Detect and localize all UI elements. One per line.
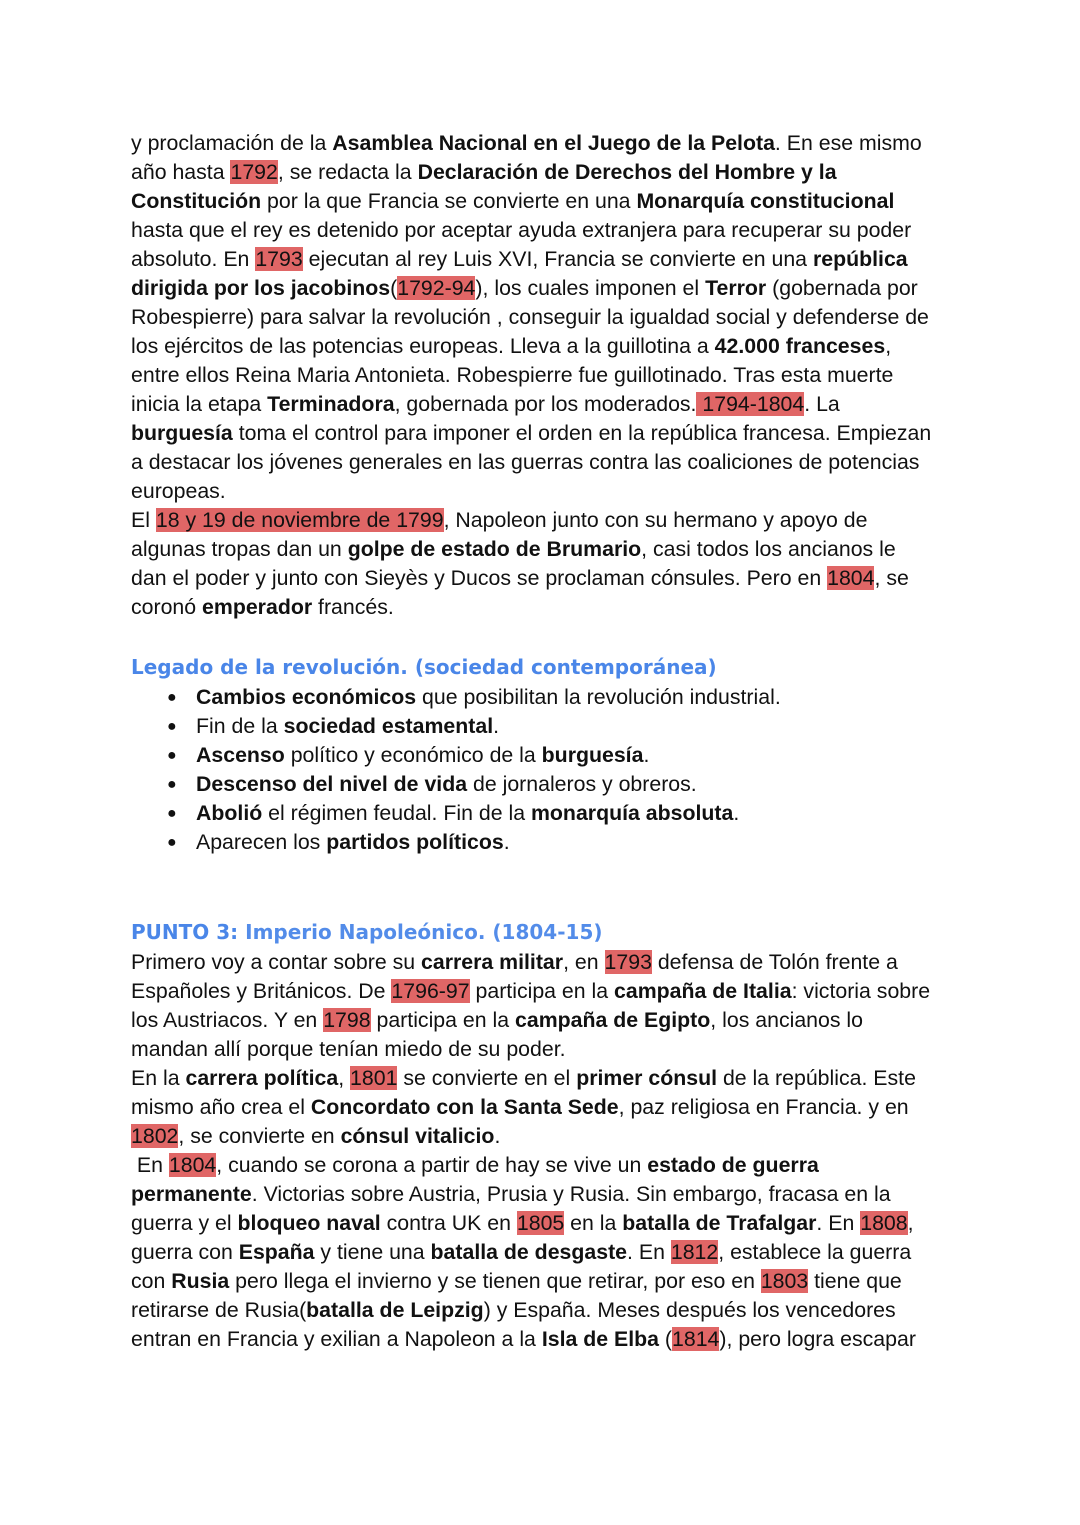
text-run: francés. <box>312 595 394 619</box>
text-run: absoluto. En <box>131 247 256 271</box>
text-run: . <box>494 1124 501 1148</box>
text-run: guerra con <box>131 1240 239 1264</box>
list-item <box>131 741 961 770</box>
text-run: algunas tropas dan un <box>131 537 348 561</box>
text-line <box>131 1267 961 1296</box>
text-run: se convierte en el <box>397 1066 577 1090</box>
paragraph-napoleon <box>131 948 961 1354</box>
text-run: , paz religiosa en Francia. y en <box>618 1095 909 1119</box>
text-run: , <box>907 1211 914 1235</box>
text-run: ), los cuales imponen el <box>475 276 706 300</box>
text-run: y proclamación de la <box>131 131 333 155</box>
bold-text: Declaración de Derechos del Hombre y la <box>417 160 837 184</box>
bold-text: Rusia <box>171 1269 230 1293</box>
text-run: (gobernada por <box>766 276 918 300</box>
highlighted-date: 1802 <box>131 1124 179 1148</box>
bold-text: Abolió <box>196 801 263 825</box>
text-run: . En <box>816 1211 861 1235</box>
text-run: tiene que <box>808 1269 902 1293</box>
bold-text: burguesía <box>541 743 644 767</box>
bold-text: primer cónsul <box>576 1066 718 1090</box>
text-line <box>131 129 961 158</box>
text-run: Españoles y Británicos. De <box>131 979 392 1003</box>
bold-text: golpe de estado de Brumario <box>347 537 642 561</box>
text-line <box>131 1209 961 1238</box>
text-run: , se <box>874 566 909 590</box>
text-run: los ejércitos de las potencias europeas. Lleva a la guillotina a <box>131 334 715 358</box>
text-run: de jornaleros y obreros. <box>467 772 697 796</box>
text-line <box>131 390 961 419</box>
text-line <box>131 1325 961 1354</box>
text-run: El <box>131 508 156 532</box>
text-line <box>131 948 961 977</box>
text-line <box>131 535 961 564</box>
text-run: toma el control para imponer el orden en la república francesa. Empiezan <box>232 421 932 445</box>
bold-text: Cambios económicos <box>196 685 417 709</box>
text-line <box>131 593 961 622</box>
text-line <box>131 506 961 535</box>
text-run: que posibilitan la revolución industrial. <box>416 685 781 709</box>
text-line <box>131 1296 961 1325</box>
text-run: mismo año crea el <box>131 1095 311 1119</box>
bold-text: monarquía absoluta <box>530 801 734 825</box>
highlighted-date: 18 y 19 de noviembre de 1799 <box>155 508 444 532</box>
bold-text: estado de guerra <box>647 1153 819 1177</box>
text-line <box>131 1238 961 1267</box>
list-item <box>131 683 961 712</box>
bullet-icon: ● <box>167 718 177 735</box>
highlighted-date: 1808 <box>860 1211 908 1235</box>
text-run: : victoria sobre <box>791 979 931 1003</box>
text-run: el régimen feudal. Fin de la <box>262 801 531 825</box>
text-run: Primero voy a contar sobre su <box>131 950 421 974</box>
text-run: , los ancianos lo <box>710 1008 863 1032</box>
list-item <box>131 770 961 799</box>
bold-text: España <box>238 1240 315 1264</box>
text-run: europeas. <box>131 479 226 503</box>
highlighted-date: 1804 <box>827 566 875 590</box>
text-line <box>131 1093 961 1122</box>
text-line <box>131 303 961 332</box>
text-run: , Napoleon junto con su hermano y apoyo de <box>443 508 868 532</box>
text-line <box>131 245 961 274</box>
bullet-icon: ● <box>167 689 177 706</box>
text-run: , en <box>563 950 605 974</box>
bold-text: 42.000 franceses <box>714 334 886 358</box>
bold-text: Monarquía constitucional <box>636 189 895 213</box>
text-run: . En ese mismo <box>774 131 922 155</box>
text-run: En la <box>131 1066 186 1090</box>
text-run: , se redacta la <box>277 160 418 184</box>
document-page <box>131 129 961 1354</box>
text-run: , <box>885 334 892 358</box>
bold-text: Concordato con la Santa Sede <box>310 1095 619 1119</box>
text-run: político y económico de la <box>284 743 542 767</box>
text-line <box>131 216 961 245</box>
bold-text: batalla de Leipzig <box>306 1298 484 1322</box>
bold-text: carrera política <box>185 1066 339 1090</box>
text-run: . En <box>627 1240 671 1264</box>
bold-text: batalla de desgaste <box>430 1240 628 1264</box>
text-run: a destacar los jóvenes generales en las guerras contra las coaliciones de potencias <box>131 450 920 474</box>
bold-text: Isla de Elba <box>541 1327 659 1351</box>
text-run: . La <box>804 392 840 416</box>
text-run: Fin de la <box>196 714 284 738</box>
text-run: . Victorias sobre Austria, Prusia y Rusia. Sin embargo, fracasa en la <box>251 1182 891 1206</box>
bold-text: cónsul vitalicio <box>340 1124 495 1148</box>
bold-text: burguesía <box>131 421 233 445</box>
text-run: ) y España. Meses después los vencedores <box>483 1298 896 1322</box>
section-heading-punto3 <box>131 917 961 948</box>
text-run: . <box>493 714 500 738</box>
bold-text: Constitución <box>131 189 262 213</box>
text-run: retirarse de Rusia( <box>131 1298 307 1322</box>
list-item <box>131 799 961 828</box>
text-run: . <box>643 743 650 767</box>
list-item <box>131 712 961 741</box>
text-run: ejecutan al rey Luis XVI, Francia se convierte en una <box>302 247 813 271</box>
text-run: entre ellos Reina Maria Antonieta. Robespierre fue guillotinado. Tras esta muerte <box>131 363 894 387</box>
section-heading-legado: Legado de la revolución. (sociedad contemporánea) <box>131 655 717 679</box>
text-run: inicia la etapa <box>131 392 268 416</box>
text-line <box>131 332 961 361</box>
text-run: de la república. Este <box>717 1066 916 1090</box>
text-run: participa en la <box>469 979 615 1003</box>
text-run: defensa de Tolón frente a <box>651 950 898 974</box>
text-run: en la <box>564 1211 623 1235</box>
text-line <box>131 361 961 390</box>
bold-text: carrera militar <box>421 950 564 974</box>
text-line <box>131 274 961 303</box>
text-run: , cuando se corona a partir de hay se vive un <box>216 1153 648 1177</box>
bold-text: campaña de Italia <box>614 979 792 1003</box>
highlighted-date: 1812 <box>670 1240 719 1264</box>
text-run: con <box>131 1269 172 1293</box>
text-line <box>131 1180 961 1209</box>
text-run: participa en la <box>370 1008 516 1032</box>
bold-text: Ascenso <box>196 743 285 767</box>
text-run: ( <box>659 1327 673 1351</box>
text-line <box>131 1151 961 1180</box>
highlighted-date: 1814 <box>672 1327 720 1351</box>
text-run: dan el poder y junto con Sieyès y Ducos se proclaman cónsules. Pero en <box>131 566 828 590</box>
text-run: Aparecen los <box>196 830 327 854</box>
bold-text: bloqueo naval <box>237 1211 381 1235</box>
bold-text: Asamblea Nacional en el Juego de la Pelota <box>332 131 775 155</box>
bold-text: sociedad estamental <box>283 714 494 738</box>
text-run: . <box>503 830 510 854</box>
text-run: , casi todos los ancianos le <box>641 537 896 561</box>
bullet-icon: ● <box>167 805 177 822</box>
highlighted-date: 1803 <box>760 1269 809 1293</box>
text-run: los Austriacos. Y en <box>131 1008 324 1032</box>
text-line <box>131 419 961 448</box>
bold-text: emperador <box>202 595 313 619</box>
list-item <box>131 828 961 857</box>
text-line <box>131 977 961 1006</box>
punto3-title: Imperio Napoleónico. (1804-15) <box>238 920 603 944</box>
highlighted-date: 1794-1804 <box>696 392 805 416</box>
highlighted-date: 1801 <box>350 1066 398 1090</box>
text-run: y tiene una <box>314 1240 431 1264</box>
text-run: coronó <box>131 595 203 619</box>
highlighted-date: 1792 <box>230 160 278 184</box>
text-line <box>131 1064 961 1093</box>
bold-text: república <box>812 247 908 271</box>
text-line <box>131 564 961 593</box>
text-run: mandan allí porque tenían miedo de su poder. <box>131 1037 566 1061</box>
text-run: año hasta <box>131 160 231 184</box>
bold-text: dirigida por los jacobinos <box>131 276 391 300</box>
text-line <box>131 1006 961 1035</box>
text-run: entran en Francia y exilian a Napoleon a la <box>131 1327 542 1351</box>
highlighted-date: 1792-94 <box>397 276 476 300</box>
bullet-icon: ● <box>167 834 177 851</box>
bold-text: batalla de Trafalgar <box>622 1211 817 1235</box>
bold-text: Terror <box>705 276 767 300</box>
text-line <box>131 1122 961 1151</box>
text-run: por la que Francia se convierte en una <box>261 189 637 213</box>
text-run: . <box>733 801 740 825</box>
text-line <box>131 448 961 477</box>
highlighted-date: 1796-97 <box>391 979 470 1003</box>
text-run: Robespierre) para salvar la revolución , conseguir la igualdad social y defenderse de <box>131 305 929 329</box>
bold-text: campaña de Egipto <box>515 1008 711 1032</box>
bullet-icon: ● <box>167 747 177 764</box>
highlighted-date: 1793 <box>255 247 303 271</box>
text-run: ( <box>390 276 398 300</box>
text-run: pero llega el invierno y se tienen que retirar, por eso en <box>229 1269 761 1293</box>
bold-text: permanente <box>131 1182 252 1206</box>
highlighted-date: 1793 <box>604 950 652 974</box>
text-run: , establece la guerra <box>718 1240 912 1264</box>
bold-text: Terminadora <box>267 392 395 416</box>
bold-text: partidos políticos <box>326 830 504 854</box>
text-line <box>131 1035 961 1064</box>
text-line <box>131 187 961 216</box>
text-run: contra UK en <box>380 1211 517 1235</box>
text-line <box>131 477 961 506</box>
text-run: , gobernada por los moderados. <box>394 392 697 416</box>
bold-text: Descenso del nivel de vida <box>196 772 468 796</box>
punto3-label: PUNTO 3: <box>131 920 239 944</box>
text-run: guerra y el <box>131 1211 238 1235</box>
text-run: En <box>131 1153 169 1177</box>
text-run: hasta que el rey es detenido por aceptar ayuda extranjera para recuperar su poder <box>131 218 912 242</box>
paragraph-revolution <box>131 129 961 622</box>
text-run: , se convierte en <box>178 1124 341 1148</box>
text-line <box>131 158 961 187</box>
highlighted-date: 1804 <box>168 1153 217 1177</box>
highlighted-date: 1805 <box>516 1211 565 1235</box>
text-run: , <box>338 1066 351 1090</box>
highlighted-date: 1798 <box>323 1008 371 1032</box>
legado-list <box>131 683 961 857</box>
bullet-icon: ● <box>167 776 177 793</box>
text-run: ), pero logra escapar <box>719 1327 916 1351</box>
